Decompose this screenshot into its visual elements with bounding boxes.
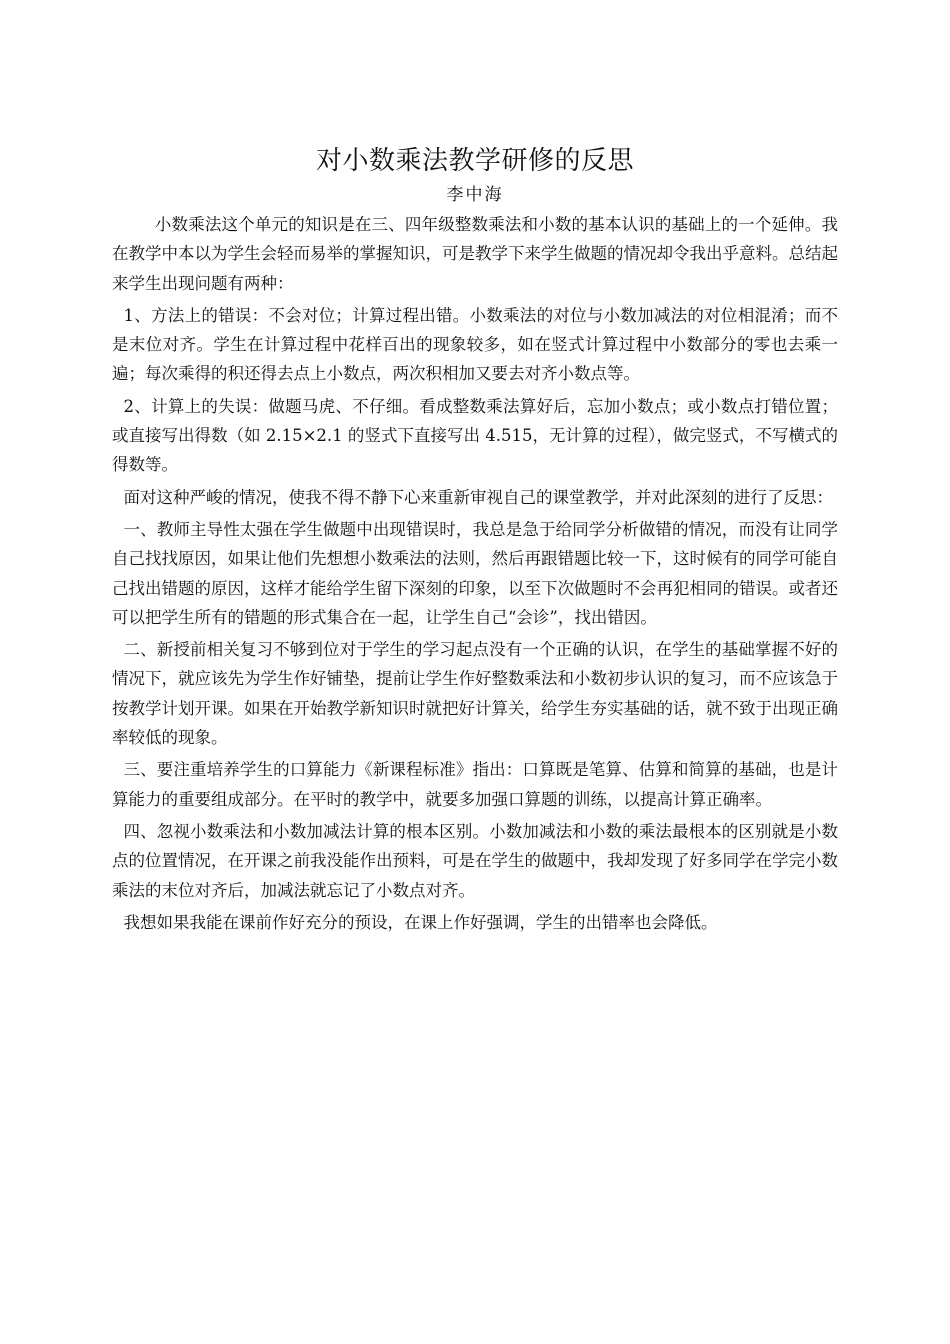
paragraph-reflection-1: 一、教师主导性太强在学生做题中出现错误时，我总是急于给同学分析做错的情况，而没有让同学自己找找原因，如果让他们先想想小数乘法的法则，然后再跟错题比较一下，这时候有的同学可能自己找出错题的原因，这样才能给学生留下深刻的印象，以至下次做题时不会再犯相同的错误。或者还可以把学生所有的错题的形式集合在一起，让学生自己“会诊”，找出错因。 [112, 519, 838, 627]
paragraph-reflection-4: 四、忽视小数乘法和小数加减法计算的根本区别。小数加减法和小数的乘法最根本的区别就是小数点的位置情况，在开课之前我没能作出预料，可是在学生的做题中，我却发现了好多同学在学完小数乘法的末位对齐后，加减法就忘记了小数点对齐。 [112, 821, 838, 900]
paragraph-reflection-2: 二、新授前相关复习不够到位对于学生的学习起点没有一个正确的认识，在学生的基础掌握不好的情况下，就应该先为学生作好铺垫，提前让学生作好整数乘法和小数初步认识的复习，而不应该急于按教学计划开课。如果在开始教学新知识时就把好计算关，给学生夯实基础的话，就不致于出现正确率较低的现象。 [112, 640, 838, 748]
paragraph-reflection-intro: 面对这种严峻的情况，使我不得不静下心来重新审视自己的课堂教学，并对此深刻的进行了反思： [123, 487, 834, 507]
paragraph-intro: 小数乘法这个单元的知识是在三、四年级整数乘法和小数的基本认识的基础上的一个延伸。我在教学中本以为学生会轻而易举的掌握知识，可是教学下来学生做题的情况却令我出乎意料。总结起来学生出现问题有两种： [112, 215, 838, 293]
paragraph-conclusion: 我想如果我能在课前作好充分的预设，在课上作好强调，学生的出错率也会降低。 [123, 912, 718, 932]
document-author: 李中海 [446, 185, 504, 205]
document-page [112, 142, 838, 937]
paragraph-method-errors: 1、方法上的错误：不会对位；计算过程出错。小数乘法的对位与小数加减法的对位相混淆；而不是末位对齐。学生在计算过程中花样百出的现象较多，如在竖式计算过程中小数部分的零也去乘一遍；每次乘得的积还得去点上小数点，两次积相加又要去对齐小数点等。 [112, 305, 838, 384]
paragraph-reflection-3: 三、要注重培养学生的口算能力《新课程标准》指出：口算既是笔算、估算和简算的基础，也是计算能力的重要组成部分。在平时的教学中，就要多加强口算题的训练，以提高计算正确率。 [112, 760, 838, 809]
document-title: 对小数乘法教学研修的反思 [315, 146, 634, 176]
paragraph-calculation-errors: 2、计算上的失误：做题马虎、不仔细。看成整数乘法算好后，忘加小数点；或小数点打错位置；或直接写出得数（如 2.15×2.1 的竖式下直接写出 4.515，无计算的过程），做完竖式，不写横式的得数等。 [112, 396, 838, 475]
